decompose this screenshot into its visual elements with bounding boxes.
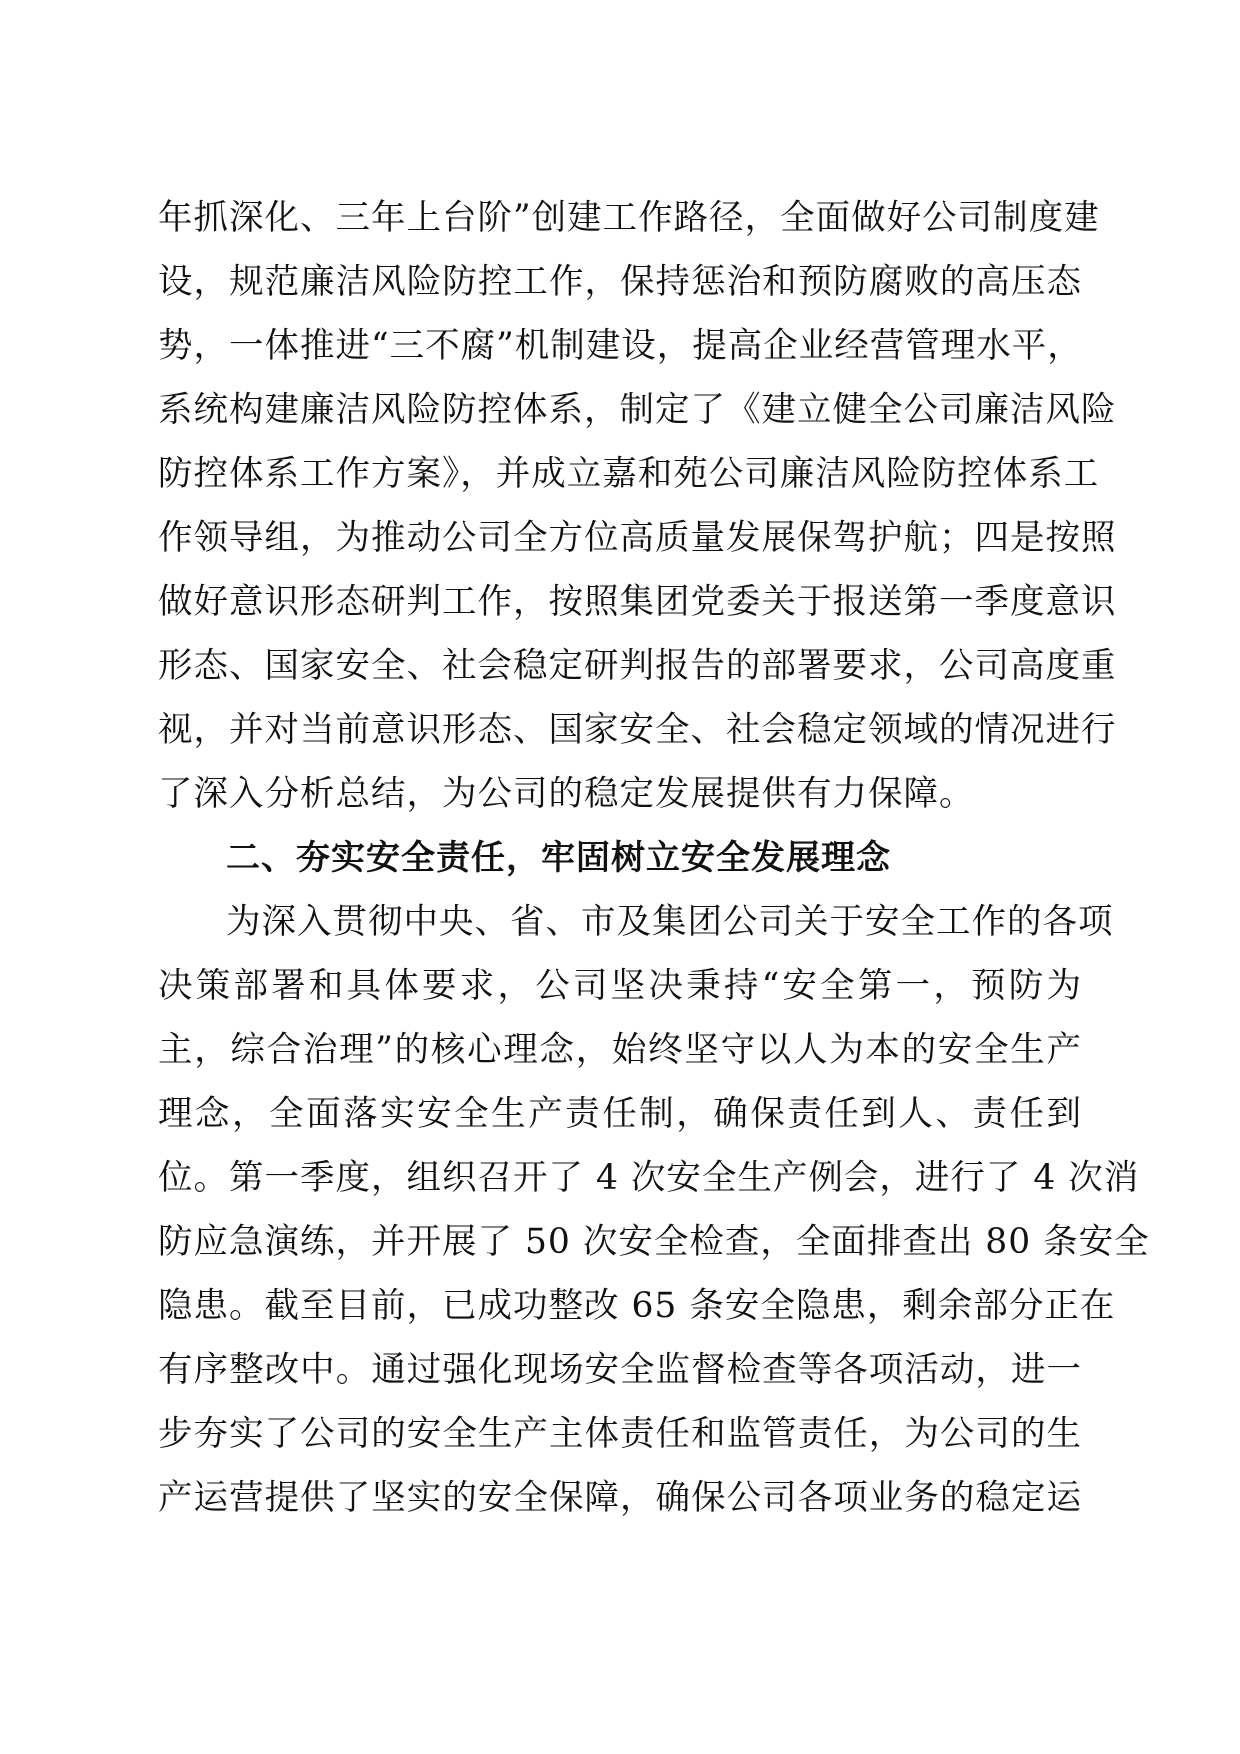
text-line: 步夯实了公司的安全生产主体责任和监管责任，为公司的生 (158, 1414, 1082, 1454)
text-line: 主，综合治理”的核心理念，始终坚守以人为本的安全生产 (158, 1030, 1082, 1070)
text-line: 理念，全面落实安全生产责任制，确保责任到人、责任到 (158, 1094, 1082, 1134)
paragraph-1 (158, 186, 1117, 826)
text-line: 势，一体推进“三不腐”机制建设，提高企业经营管理水平， (158, 326, 1083, 366)
text-line: 年抓深化、三年上台阶”创建工作路径，全面做好公司制度建 (158, 198, 1100, 238)
section-heading: 二、夯实安全责任，牢固树立安全发展理念 (226, 838, 891, 878)
text-line: 为深入贯彻中央、省、市及集团公司关于安全工作的各项 (226, 902, 1114, 942)
text-line: 位。第一季度，组织召开了 4 次安全生产例会，进行了 4 次消 (158, 1158, 1140, 1198)
text-line: 防控体系工作方案》，并成立嘉和苑公司廉洁风险防控体系工 (158, 454, 1100, 494)
text-line: 有序整改中。通过强化现场安全监督检查等各项活动，进一 (158, 1350, 1082, 1390)
text-line: 防应急演练，并开展了 50 次安全检查，全面排查出 80 条安全 (158, 1222, 1150, 1262)
document-body (158, 186, 1150, 1530)
text-line: 视，并对当前意识形态、国家安全、社会稳定领域的情况进行 (158, 710, 1117, 750)
text-line: 隐患。截至目前，已成功整改 65 条安全隐患，剩余部分正在 (158, 1286, 1116, 1326)
text-line: 做好意识形态研判工作，按照集团党委关于报送第一季度意识 (158, 582, 1117, 622)
text-line: 决策部署和具体要求，公司坚决秉持“安全第一，预防为 (158, 966, 1082, 1006)
text-line: 形态、国家安全、社会稳定研判报告的部署要求，公司高度重 (158, 646, 1117, 686)
text-line: 了深入分析总结，为公司的稳定发展提供有力保障。 (158, 774, 975, 814)
text-line: 系统构建廉洁风险防控体系，制定了《建立健全公司廉洁风险 (158, 390, 1117, 430)
text-line: 产运营提供了坚实的安全保障，确保公司各项业务的稳定运 (158, 1478, 1082, 1518)
text-line: 作领导组，为推动公司全方位高质量发展保驾护航；四是按照 (158, 518, 1117, 558)
paragraph-2 (158, 890, 1150, 1530)
text-line: 设，规范廉洁风险防控工作，保持惩治和预防腐败的高压态 (158, 262, 1082, 302)
